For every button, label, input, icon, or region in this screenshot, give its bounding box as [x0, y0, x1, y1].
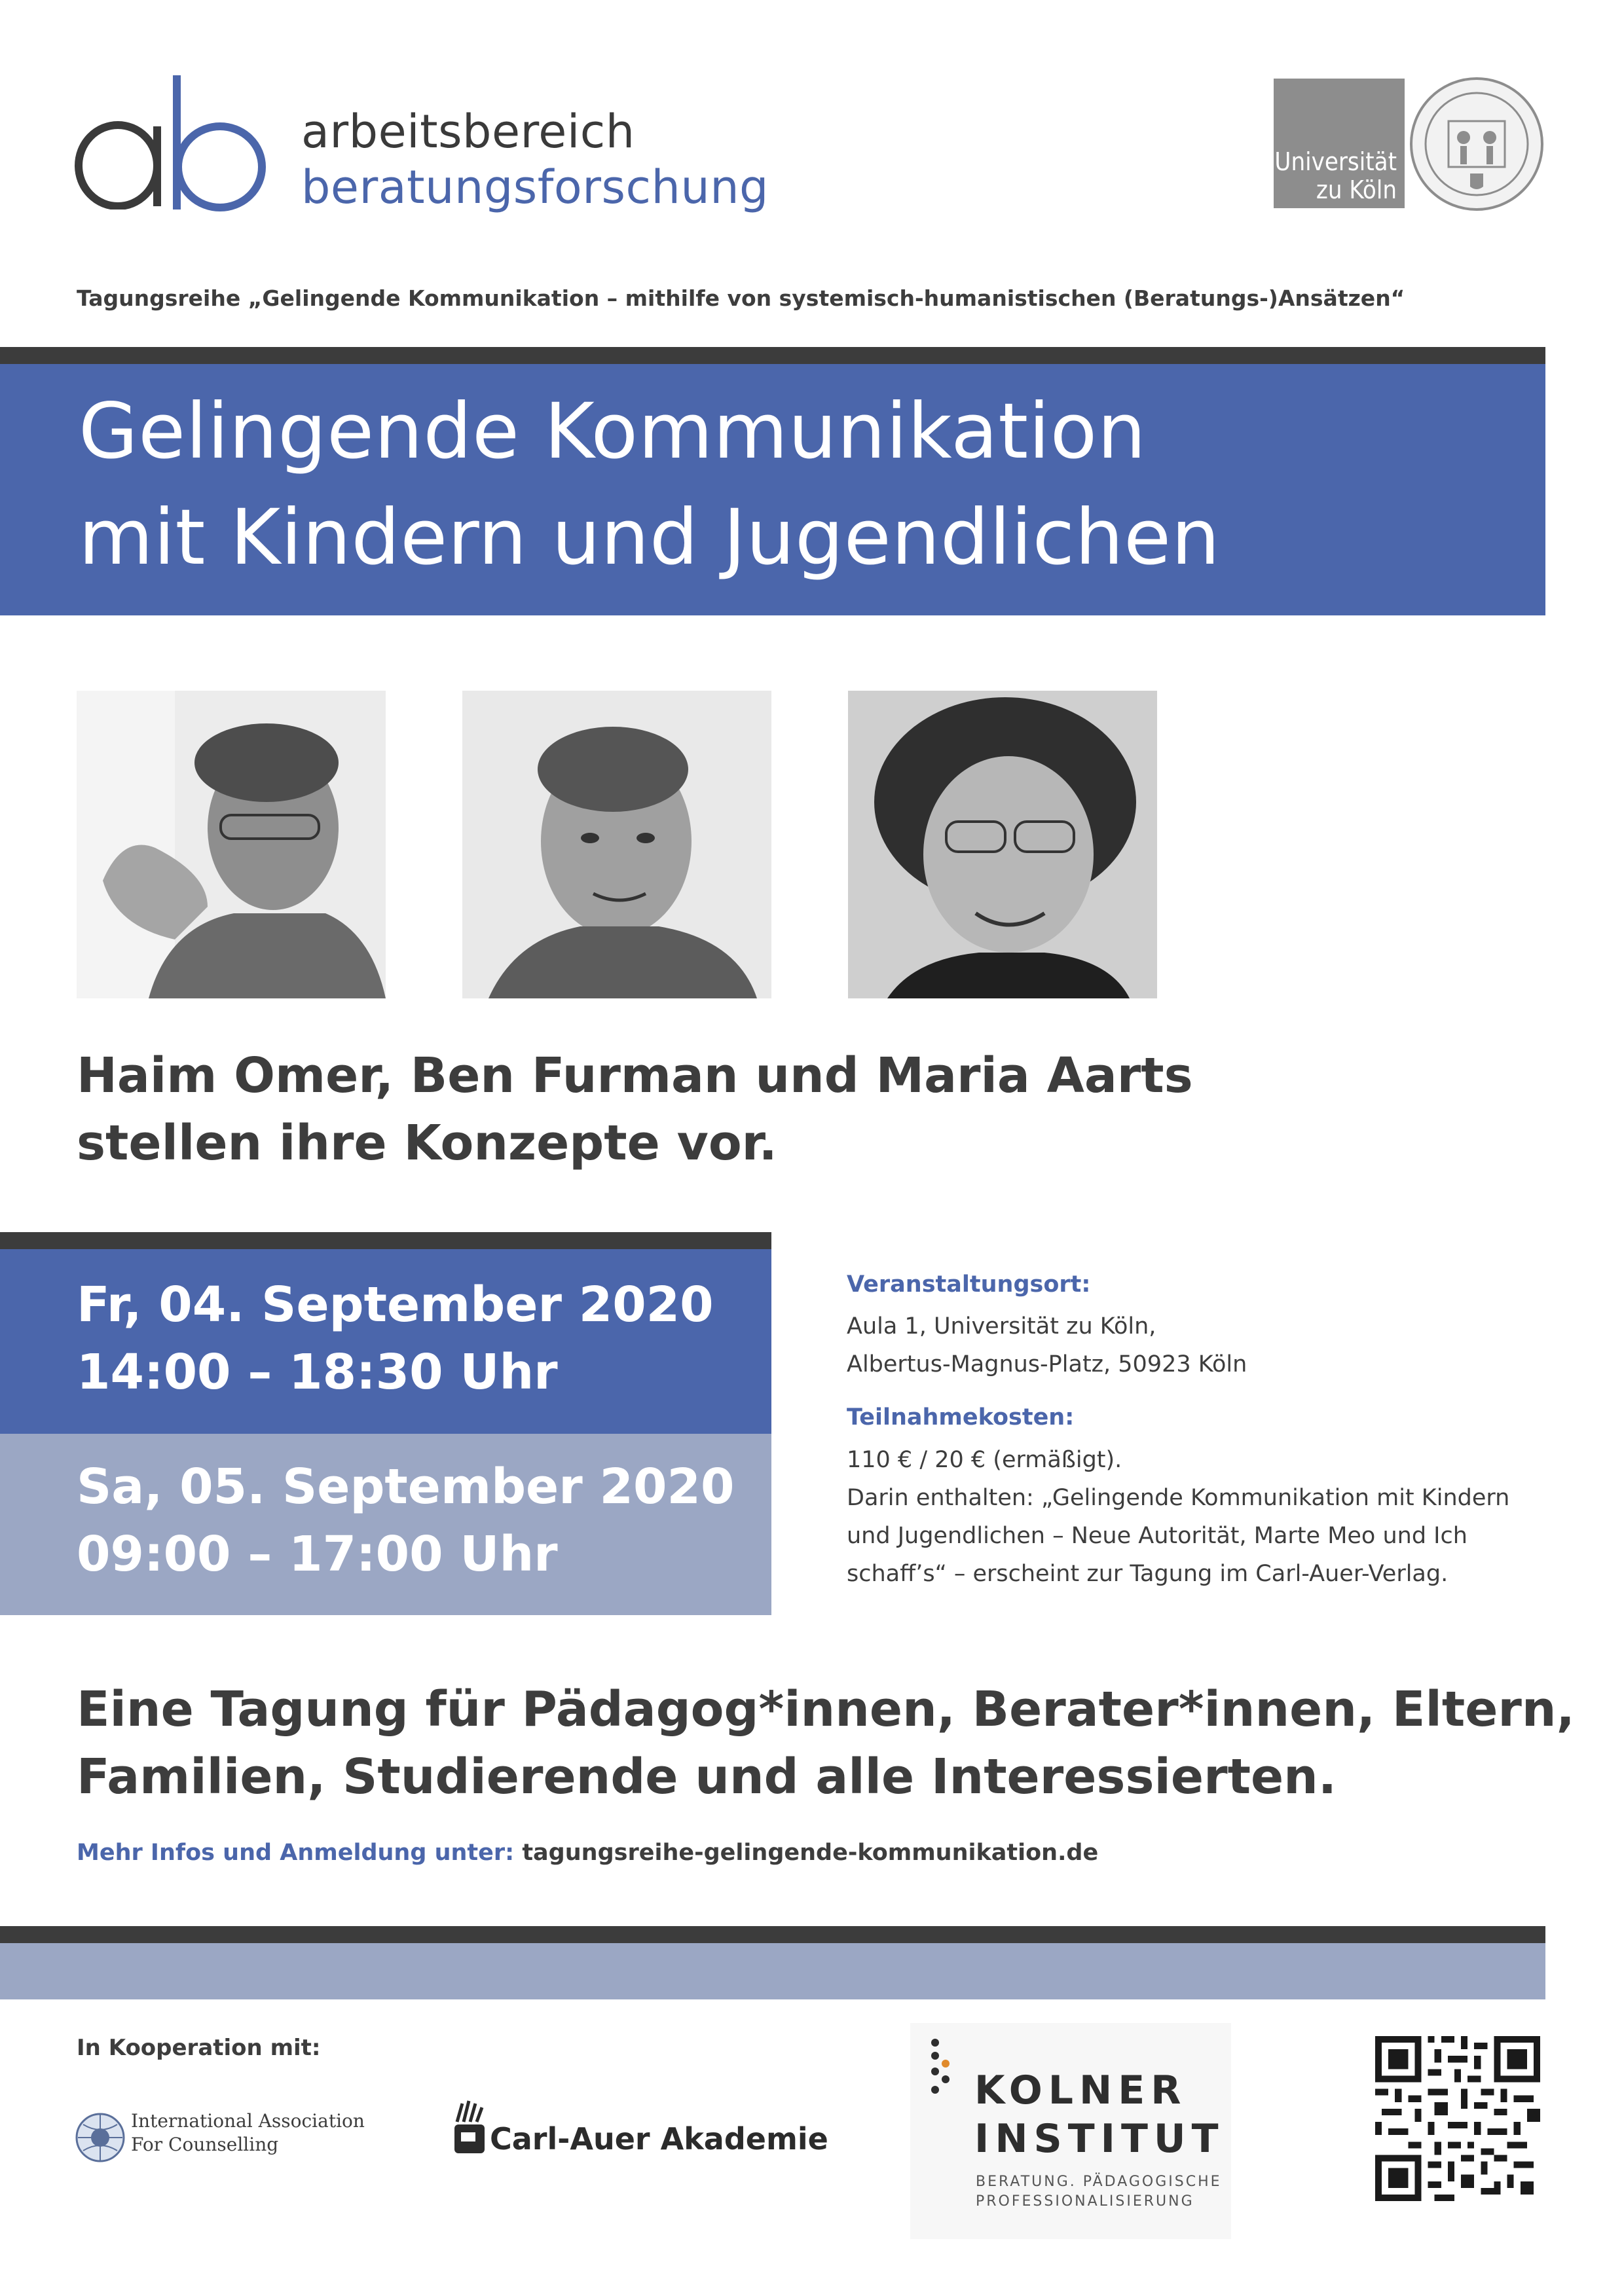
- cooperation-label: In Kooperation mit:: [77, 2035, 321, 2061]
- koelner-institut-dots-icon: [930, 2037, 956, 2109]
- ab-logo-letter-a: [73, 75, 165, 210]
- koelner-sub1: BERATUNG. PÄDAGOGISCHE: [976, 2174, 1222, 2190]
- iac-line1: International Association: [131, 2110, 365, 2132]
- logo-text-arbeitsbereich: arbeitsbereich: [301, 105, 635, 158]
- koelner-sub2: PROFESSIONALISIERUNG: [976, 2193, 1194, 2210]
- day2-date: Sa, 05. September 2020: [77, 1459, 735, 1515]
- logo-text-beratungsforschung: beratungsforschung: [301, 160, 769, 214]
- event-title-line2: mit Kindern und Jugendlichen: [79, 492, 1221, 582]
- university-logo-line1: Universität: [1274, 147, 1397, 176]
- audience-line1: Eine Tagung für Pädagog*innen, Berater*innen, Eltern,: [77, 1681, 1575, 1738]
- costs-line4: schaff’s“ – erscheint zur Tagung im Carl-Auer-Verlag.: [847, 1561, 1449, 1587]
- venue-heading: Veranstaltungsort:: [847, 1271, 1091, 1298]
- series-title: Tagungsreihe „Gelingende Kommunikation – mithilfe von systemisch-humanistischen (Beratungs-)Ansätzen“: [77, 285, 1405, 311]
- speaker-photo-ben-furman: [462, 691, 771, 998]
- venue-line2: Albertus-Magnus-Platz, 50923 Köln: [847, 1351, 1247, 1377]
- qr-code-icon[interactable]: [1375, 2036, 1540, 2201]
- koelner-line2: INSTITUT: [974, 2116, 1225, 2162]
- day1-date: Fr, 04. September 2020: [77, 1277, 714, 1333]
- speaker-photo-haim-omer: [77, 691, 386, 998]
- dates-top-bar: [0, 1232, 771, 1249]
- registration-link[interactable]: tagungsreihe-gelingende-kommunikation.de: [522, 1840, 1099, 1866]
- costs-line2: Darin enthalten: „Gelingende Kommunikation mit Kindern: [847, 1485, 1510, 1511]
- audience-line2: Familien, Studierende und alle Interessierten.: [77, 1749, 1337, 1805]
- costs-line1: 110 € / 20 € (ermäßigt).: [847, 1447, 1122, 1473]
- footer-light-bar: [0, 1943, 1545, 1999]
- more-info: [77, 1840, 1098, 1866]
- iac-line2: For Counselling: [131, 2134, 279, 2155]
- speakers-line2: stellen ihre Konzepte vor.: [77, 1115, 777, 1171]
- costs-line3: und Jugendlichen – Neue Autorität, Marte Meo und Ich: [847, 1523, 1467, 1549]
- ab-logo-letter-b: [172, 75, 283, 213]
- speaker-photo-maria-aarts: [848, 691, 1157, 998]
- carl-auer-logo-text: Carl-Auer Akademie: [490, 2121, 828, 2157]
- carl-auer-logo-icon: [452, 2098, 489, 2157]
- event-title-line1: Gelingende Kommunikation: [79, 386, 1147, 476]
- university-logo: [1274, 79, 1405, 208]
- speakers-line1: Haim Omer, Ben Furman und Maria Aarts: [77, 1048, 1193, 1104]
- iac-globe-icon: [74, 2111, 126, 2164]
- venue-line1: Aula 1, Universität zu Köln,: [847, 1313, 1156, 1339]
- costs-heading: Teilnahmekosten:: [847, 1404, 1075, 1430]
- university-logo-line2: zu Köln: [1316, 175, 1397, 204]
- footer-dark-bar: [0, 1926, 1545, 1943]
- day1-time: 14:00 – 18:30 Uhr: [77, 1344, 558, 1400]
- more-info-label: Mehr Infos und Anmeldung unter:: [77, 1840, 515, 1866]
- day2-time: 09:00 – 17:00 Uhr: [77, 1526, 558, 1582]
- title-top-bar: [0, 347, 1545, 364]
- university-seal-icon: [1408, 75, 1545, 213]
- iac-logo-text: [131, 2109, 365, 2157]
- koelner-line1: KOLNER: [974, 2068, 1187, 2113]
